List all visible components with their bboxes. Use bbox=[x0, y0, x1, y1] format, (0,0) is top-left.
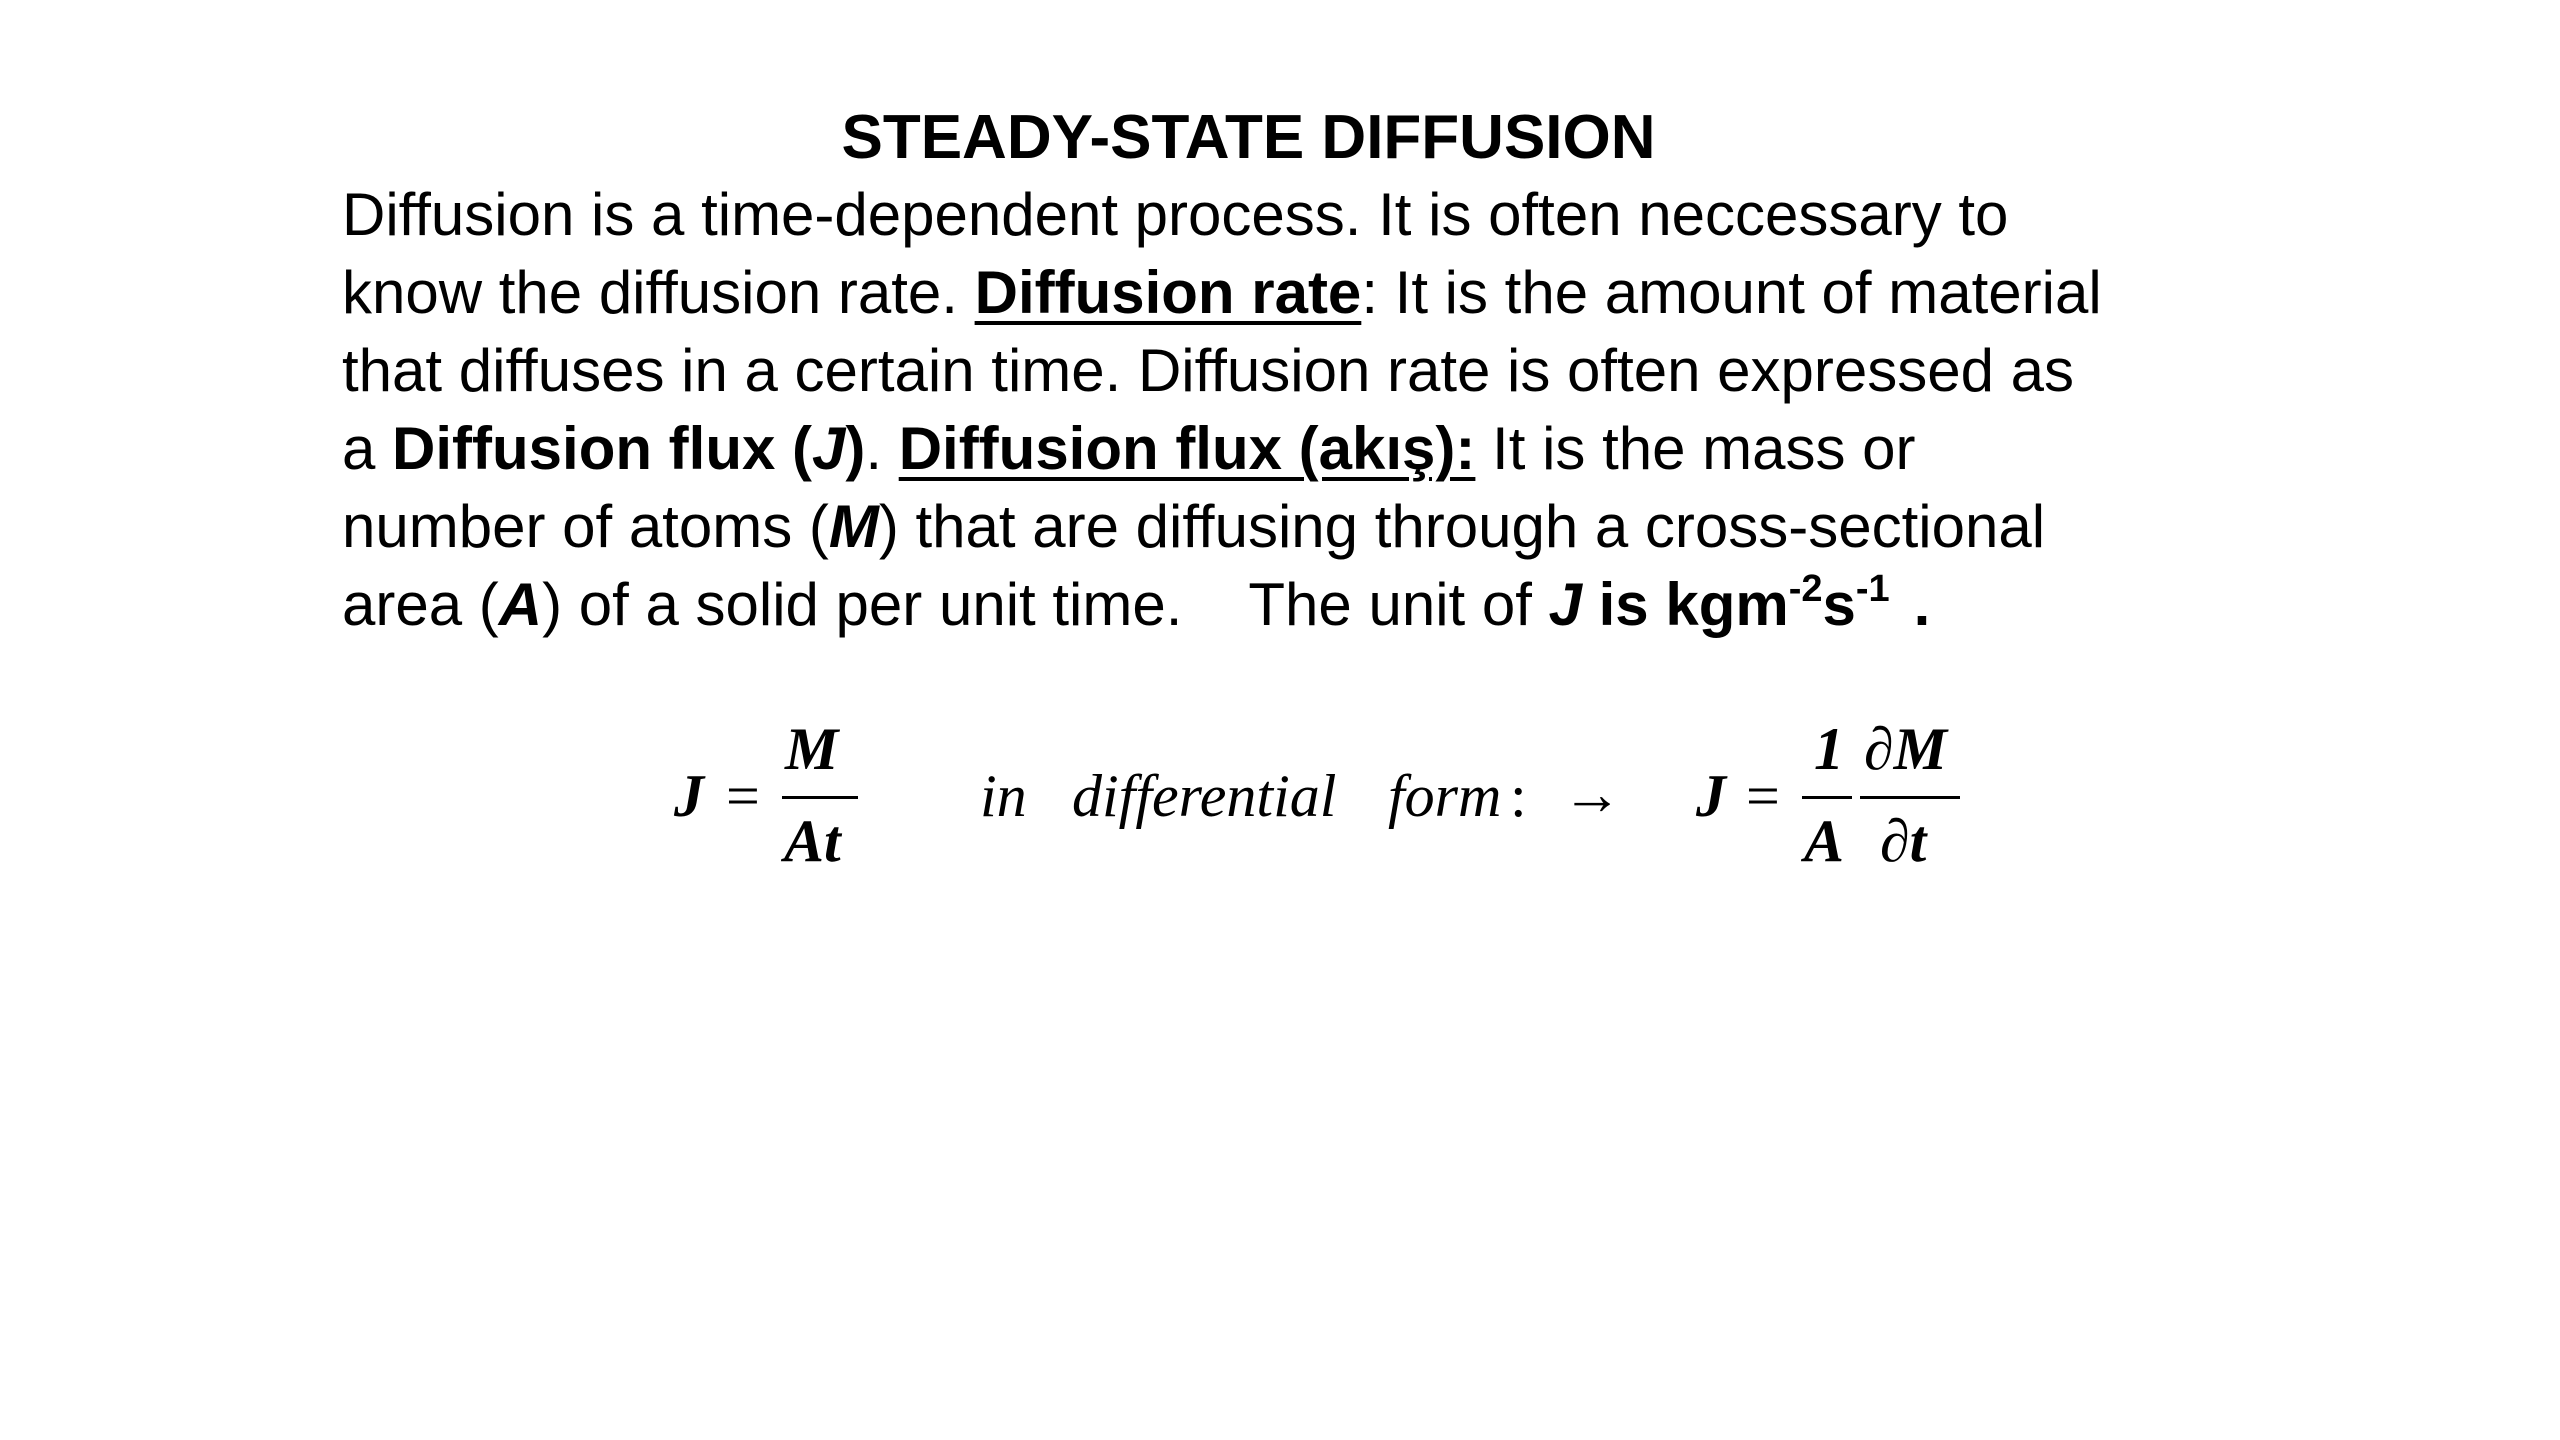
eq-numerator-dm: ∂M bbox=[1864, 716, 1947, 782]
paragraph-line-4 bbox=[342, 410, 2342, 488]
term-diffusion-flux-akis: Diffusion flux (akış): bbox=[898, 415, 1476, 482]
unit-exponent-s: -1 bbox=[1855, 568, 1890, 610]
unit-s: s bbox=[1822, 571, 1856, 638]
eq-text-differential: differential bbox=[1072, 763, 1337, 829]
paragraph-line-6 bbox=[342, 566, 2342, 644]
line4-text-a: a bbox=[342, 415, 393, 482]
slide-title: STEADY-STATE DIFFUSION bbox=[841, 103, 1656, 172]
eq-text-form: form bbox=[1388, 763, 1502, 829]
eq-text-in: in bbox=[980, 763, 1027, 829]
term-diffusion-flux: Diffusion flux ( bbox=[392, 415, 812, 482]
paragraph-line-1 bbox=[342, 176, 2342, 254]
unit-symbol-j: J bbox=[1548, 571, 1582, 638]
eq-equals-1: = bbox=[726, 763, 760, 829]
line6-text-b: ) of a solid per unit time. bbox=[542, 571, 1183, 638]
eq-numerator-1: 1 bbox=[1814, 716, 1844, 782]
eq-denominator-dt: ∂t bbox=[1880, 808, 1927, 874]
body-paragraph bbox=[342, 176, 2342, 644]
paragraph-line-5 bbox=[342, 488, 2342, 566]
unit-period: . bbox=[1913, 571, 1931, 638]
line4-dot: . bbox=[865, 415, 899, 482]
line6-text-c: The unit of bbox=[1248, 571, 1549, 638]
unit-exponent-m: -2 bbox=[1788, 568, 1823, 610]
line4-text-b: It is the mass or bbox=[1475, 415, 1916, 482]
line3-text: that diffuses in a certain time. Diffusion rate is often expressed as bbox=[342, 337, 2075, 404]
eq-lhs-j: J bbox=[674, 763, 704, 829]
eq-denominator-a: A bbox=[1804, 808, 1845, 874]
line5-text-b: ) that are diffusing through a cross-sectional bbox=[878, 493, 2046, 560]
eq-denominator-at: At bbox=[784, 808, 841, 874]
paragraph-line-2 bbox=[342, 254, 2342, 332]
eq-fraction-bar-1 bbox=[782, 796, 858, 799]
paragraph-line-3 bbox=[342, 332, 2342, 410]
line6-text-a: area ( bbox=[342, 571, 499, 638]
line1-text: Diffusion is a time-dependent process. It is often neccessary to bbox=[342, 181, 2009, 248]
line5-text-a: number of atoms ( bbox=[342, 493, 829, 560]
eq-colon: : bbox=[1510, 763, 1527, 829]
eq-fraction-bar-3 bbox=[1860, 796, 1960, 799]
term-diffusion-flux-close: ) bbox=[845, 415, 866, 482]
eq-numerator-m: M bbox=[785, 716, 839, 782]
unit-kgm: is kgm bbox=[1581, 571, 1789, 638]
arrow-right-icon: → bbox=[1562, 761, 1622, 827]
eq-lhs-j-2: J bbox=[1696, 763, 1726, 829]
eq-fraction-bar-2 bbox=[1802, 796, 1852, 799]
line2-text-b: : It is the amount of material bbox=[1361, 259, 2102, 326]
symbol-a: A bbox=[498, 571, 543, 638]
eq-equals-2: = bbox=[1746, 763, 1780, 829]
symbol-m: M bbox=[828, 493, 879, 560]
term-diffusion-rate: Diffusion rate bbox=[974, 259, 1362, 326]
line2-text-a: know the diffusion rate. bbox=[342, 259, 975, 326]
symbol-j: J bbox=[812, 415, 846, 482]
